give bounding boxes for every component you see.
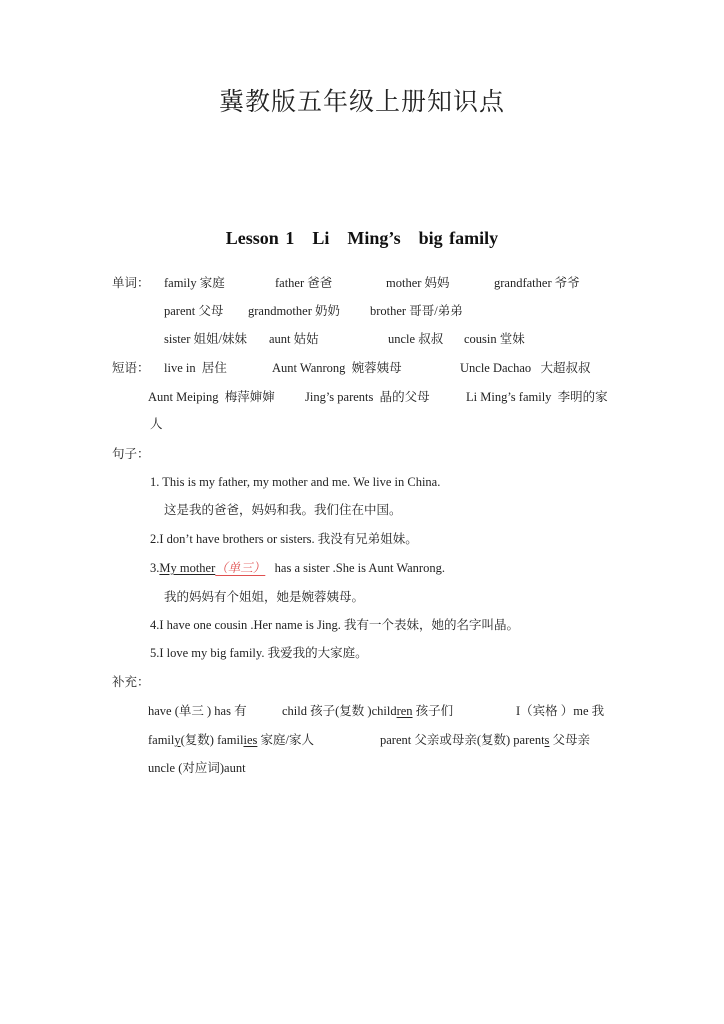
vocab-item: brother 哥哥/弟弟: [370, 304, 463, 318]
supplement-label: 补充：: [112, 675, 150, 689]
phrase-item: live in 居住: [164, 361, 227, 375]
supplement-i-me: I（宾格 ）me 我: [516, 704, 605, 718]
sentence-2: 2.I don’t have brothers or sisters. 我没有兄弟姐妹。: [150, 532, 418, 546]
lesson-name-ming: Ming’s: [347, 228, 401, 248]
sentence-1-en: 1. This is my father, my mother and me. We live in China.: [150, 475, 441, 489]
vocab-item: cousin 堂妹: [464, 332, 525, 346]
phrases-label: 短语：: [112, 361, 150, 375]
sentence-4: 4.I have one cousin .Her name is Jing. 我有一个表妹，她的名字叫晶。: [150, 618, 520, 632]
supplement-parent: parent 父亲或母亲(复数) parents 父母亲: [380, 733, 591, 747]
lesson-name-li: Li: [312, 228, 330, 248]
vocab-item: mother 妈妈: [386, 276, 450, 290]
phrases-row-3: 人: [150, 417, 163, 431]
phrase-item: Li Ming’s family 李明的家: [466, 390, 608, 404]
sentence-3-rest: has a sister .She is Aunt Wanrong.: [274, 561, 445, 575]
phrase-item: Aunt Wanrong 婉蓉姨母: [272, 361, 402, 375]
sentence-1-zh: 这是我的爸爸，妈妈和我。我们住在中国。: [164, 503, 402, 517]
vocab-item: family 家庭: [164, 276, 225, 290]
vocab-label: 单词：: [112, 276, 150, 290]
supplement-row-3: uncle (对应词)aunt: [148, 761, 246, 775]
supplement-family: family(复数) families 家庭/家人: [148, 733, 314, 747]
vocab-item: grandfather 爷爷: [494, 276, 580, 290]
phrase-item: Aunt Meiping 梅萍婶婶: [148, 390, 275, 404]
vocab-item: aunt 姑姑: [269, 332, 319, 346]
sentence-5: 5.I love my big family. 我爱我的大家庭。: [150, 646, 368, 660]
sentence-3: [150, 560, 445, 576]
lesson-number: Lesson 1: [225, 228, 295, 248]
sentences-label: 句子：: [112, 447, 150, 461]
page-title: 冀教版五年级上册知识点: [218, 87, 505, 116]
sentence-3-number: 3.: [150, 561, 160, 575]
phrase-item: Jing’s parents 晶的父母: [305, 390, 430, 404]
vocab-item: sister 姐姐/妹妹: [164, 332, 247, 346]
lesson-title: [0, 228, 724, 249]
vocab-item: father 爸爸: [275, 276, 333, 290]
sentence-3-zh: 我的妈妈有个姐姐，她是婉蓉姨母。: [164, 590, 365, 604]
sentence-3-subject: My mother: [159, 561, 216, 575]
supplement-have: have (单三 ) has 有: [148, 704, 247, 718]
supplement-child: child 孩子(复数 )children 孩子们: [282, 704, 454, 718]
vocab-item: parent 父母: [164, 304, 224, 318]
vocab-item: grandmother 奶奶: [248, 304, 341, 318]
third-person-note: （单三）: [215, 561, 266, 575]
vocab-item: uncle 叔叔: [388, 332, 444, 346]
lesson-name-rest: big family: [418, 228, 499, 248]
phrase-item: Uncle Dachao 大超叔叔: [460, 361, 591, 375]
